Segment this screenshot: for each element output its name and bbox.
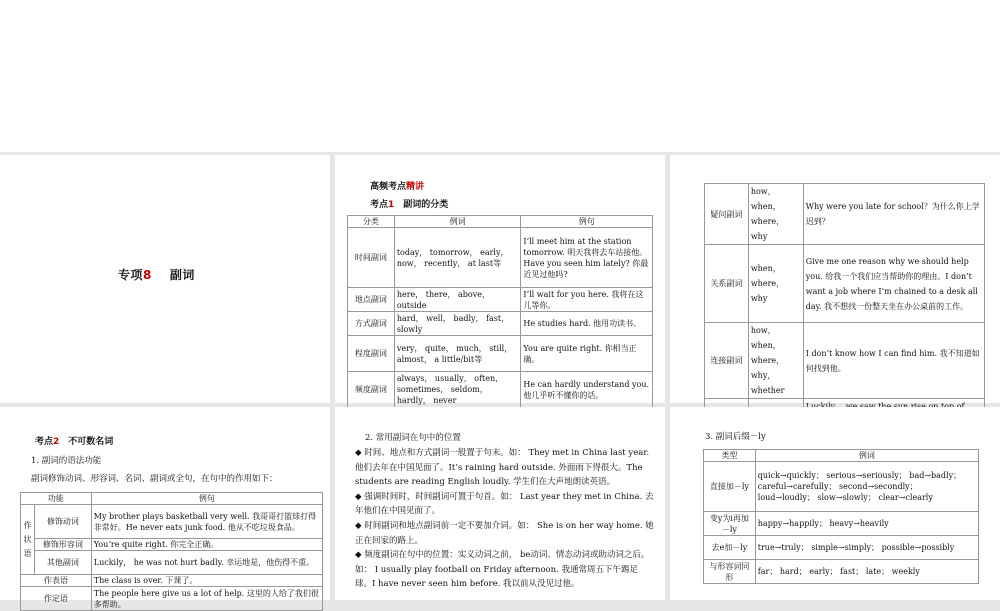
table-cell: He studies hard. 他用功读书。 xyxy=(521,312,653,336)
point-title: 不可数名词 xyxy=(68,437,114,447)
table-row xyxy=(704,560,979,584)
table-cell: I don’t know how I can find him. 我不知道如何找到他。 xyxy=(803,323,984,399)
topic-number: 8 xyxy=(143,268,152,282)
table-cell: happy→happily； heavy→heavily xyxy=(755,512,978,536)
slide-classification-continued[interactable] xyxy=(670,155,1000,403)
column-header: 分类 xyxy=(348,216,395,228)
table-cell: 去e加－ly xyxy=(704,536,756,560)
table-row xyxy=(705,245,985,323)
table-cell: I’ll meet him at the station tomorrow. 明天我将去车站接他。Have you seen him lately? 你最近见过他吗? xyxy=(521,228,653,288)
point-label: 考点 xyxy=(35,437,54,447)
section-title: 3. 副词后缀－ly xyxy=(705,432,766,442)
table-cell: here， there， above， outside xyxy=(394,288,521,312)
slide-adverb-position[interactable] xyxy=(335,407,665,600)
table-cell: My brother plays basketball very well. 我哥哥打篮球打得非常好。He never eats junk food. 他从不吃垃圾食品。 xyxy=(91,505,322,539)
table-row xyxy=(21,551,323,575)
group-label: 作状语 xyxy=(21,505,35,575)
table-cell: 频度副词 xyxy=(348,372,395,408)
table-cell: He can hardly understand you. 他几乎听不懂你的话。 xyxy=(521,372,653,408)
topic-label: 专项 xyxy=(118,268,144,282)
subheading: 1. 副词的语法功能 xyxy=(31,456,102,466)
table-row xyxy=(21,505,323,539)
table-cell: The class is over. 下课了。 xyxy=(91,575,322,587)
header-prefix: 高频考点 xyxy=(370,182,407,192)
table-row xyxy=(704,462,979,512)
table-row xyxy=(704,512,979,536)
table-row xyxy=(705,184,985,245)
table-row xyxy=(348,288,653,312)
table-cell: how， when， where， why xyxy=(748,184,803,245)
point-number: 2 xyxy=(53,437,60,447)
table-cell: Luckily， he was not hurt badly. 幸运地是，他伤得不重。 xyxy=(91,551,322,575)
table-cell: 直接加－ly xyxy=(704,462,756,512)
table-row xyxy=(348,372,653,408)
table-cell: far； hard； early； fast； late； weekly xyxy=(755,560,978,584)
table-cell: when， where， why xyxy=(748,245,803,323)
table-row xyxy=(705,323,985,399)
classification-table xyxy=(347,215,653,408)
table-cell: 连接副词 xyxy=(705,323,749,399)
point-number: 1 xyxy=(388,200,395,210)
column-header: 类型 xyxy=(704,450,756,462)
slide-classification[interactable] xyxy=(335,155,665,403)
list-item: ◆ 时间副词和地点副词前一定不要加介词。如： She is on her way home. 她正在回家的路上。 xyxy=(355,520,654,546)
table-cell: You’re quite right. 你完全正确。 xyxy=(91,539,322,551)
table-cell: hard， well， badly， fast， slowly xyxy=(394,312,521,336)
table-cell: 变y为i再加－ly xyxy=(704,512,756,536)
topic-title: 副词 xyxy=(169,268,195,282)
table-cell: 程度副词 xyxy=(348,336,395,372)
table-row xyxy=(348,336,653,372)
page-title xyxy=(118,266,195,283)
point-label: 考点 xyxy=(370,200,389,210)
section-title: 2. 常用副词在句中的位置 xyxy=(365,433,461,443)
list-item: ◆ 时间、地点和方式副词一般置于句末。如： They met in China last year. 他们去年在中国见面了。It’s raining hard outside. 外面雨下得很大。The students are reading English loudly. 学生们在大声地朗读英语。 xyxy=(355,448,650,488)
column-header: 功能 xyxy=(21,493,92,505)
slide-cover[interactable] xyxy=(0,155,330,403)
table-cell: very， quite， much， still， almost， a little/bit等 xyxy=(394,336,521,372)
table-cell: I’ll wait for you here. 我将在这儿等你。 xyxy=(521,288,653,312)
table-cell: quick→quickly； serious→seriously； bad→badly； careful→carefully； second→secondly； loud→loudly； slow→slowly； clear→clearly xyxy=(755,462,978,512)
column-header: 例句 xyxy=(91,493,322,505)
column-header: 例词 xyxy=(755,450,978,462)
table-header-row xyxy=(21,493,323,505)
blank-top-area xyxy=(0,0,1000,152)
classification-table-continued xyxy=(704,183,985,445)
table-cell: true→truly； simple→simply； possible→possibly xyxy=(755,536,978,560)
point-heading xyxy=(35,434,113,447)
table-cell: 地点副词 xyxy=(348,288,395,312)
table-cell: The people here give us a lot of help. 这里的人给了我们很多帮助。 xyxy=(91,587,322,611)
table-cell: You are quite right. 你相当正确。 xyxy=(521,336,653,372)
table-cell: Why were you late for school？为什么你上学迟到？ xyxy=(803,184,984,245)
table-row xyxy=(21,575,323,587)
function-table xyxy=(20,492,323,611)
column-header: 例词 xyxy=(394,216,521,228)
suffix-table xyxy=(703,449,979,584)
table-cell: how， when， where， why， whether xyxy=(748,323,803,399)
section-header xyxy=(370,179,424,192)
table-row xyxy=(21,539,323,551)
table-cell: always， usually， often， sometimes， seldom， hardly， never xyxy=(394,372,521,408)
slide-ly-suffix[interactable] xyxy=(670,407,1000,600)
table-header-row xyxy=(704,450,979,462)
list-item: ◆ 强调时间时，时间副词可置于句首。如： Last year they met in China. 去年他们在中国见面了。 xyxy=(355,491,654,517)
table-cell: 其他副词 xyxy=(34,551,91,575)
table-cell: 与形容词同形 xyxy=(704,560,756,584)
list-item: ◆ 频度副词在句中的位置：实义动词之前， be动词、情态动词或助动词之后。如： I usually play football on Friday afternoon. 我通常周五下午踢足球。I have never seen him before. 我以前从没见过他。 xyxy=(355,550,650,590)
point-heading xyxy=(370,197,448,210)
table-row xyxy=(348,312,653,336)
point-title: 副词的分类 xyxy=(403,200,449,210)
table-cell: 修饰动词 xyxy=(34,505,91,539)
table-cell: 作表语 xyxy=(21,575,92,587)
table-cell: 疑问副词 xyxy=(705,184,749,245)
table-cell: today， tomorrow， early， now， recently， at last等 xyxy=(394,228,521,288)
position-rules xyxy=(355,446,655,592)
table-cell: 关系副词 xyxy=(705,245,749,323)
table-header-row xyxy=(348,216,653,228)
table-row xyxy=(704,536,979,560)
slide-grammar-function[interactable] xyxy=(0,407,330,609)
table-row xyxy=(21,587,323,611)
table-cell: 方式副词 xyxy=(348,312,395,336)
column-header: 例句 xyxy=(521,216,653,228)
table-cell: 修饰形容词 xyxy=(34,539,91,551)
table-cell: 作定语 xyxy=(21,587,92,611)
table-row xyxy=(348,228,653,288)
table-cell: 时间副词 xyxy=(348,228,395,288)
header-highlight: 精讲 xyxy=(406,182,425,192)
intro-text: 副词修饰动词、形容词、名词、副词或全句，在句中的作用如下： xyxy=(31,474,278,484)
table-cell: Give me one reason why we should help you. 给我一个我们应当帮助你的理由。I don’t want a job where I’m chained to a desk all day. 我不想找一份整天坐在办公桌前的工作。 xyxy=(803,245,984,323)
